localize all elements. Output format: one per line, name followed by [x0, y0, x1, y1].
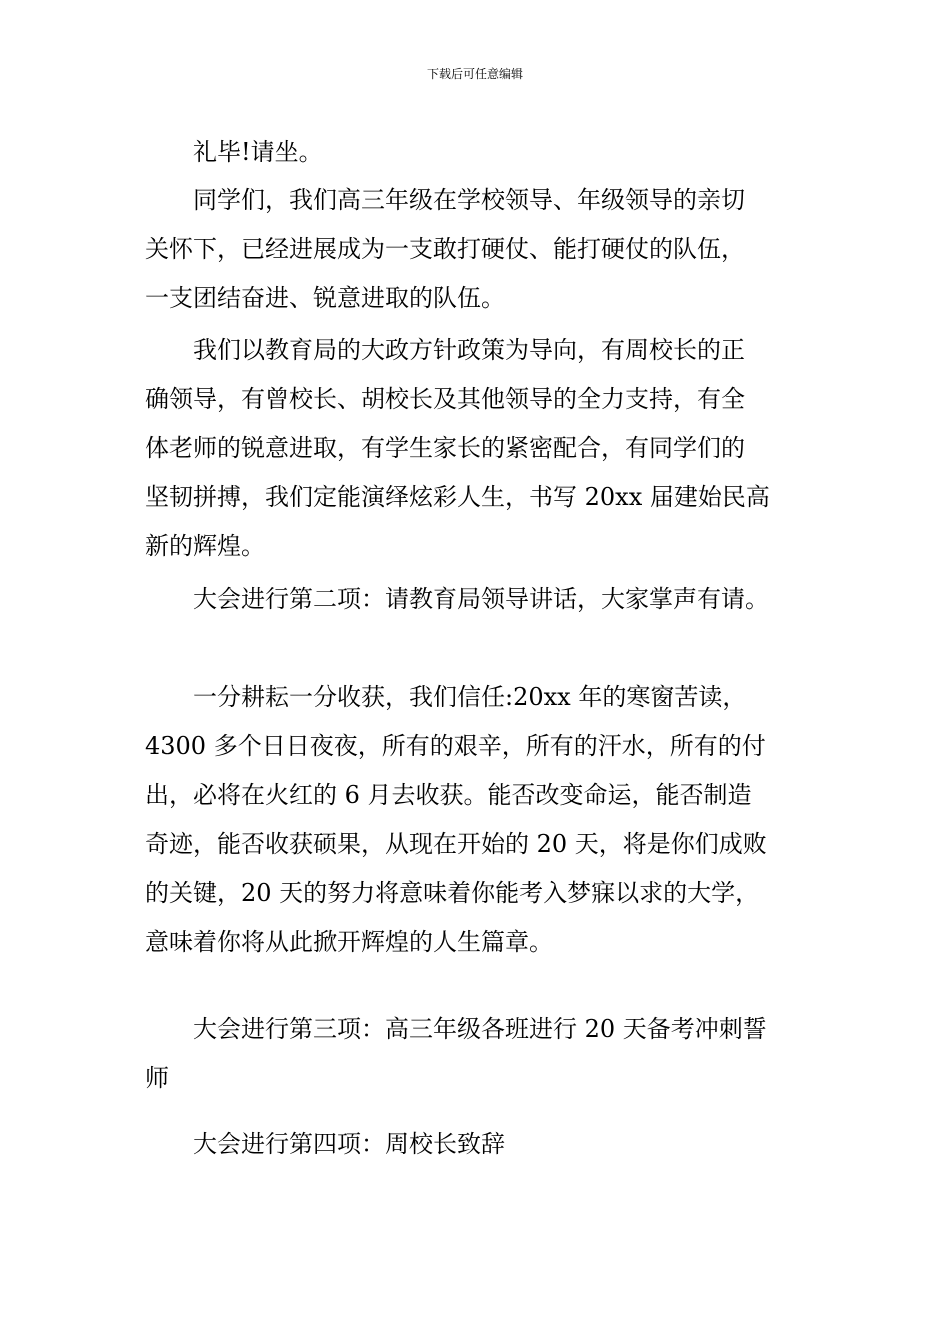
paragraph-item-four: [145, 1120, 825, 1169]
paragraph-line: 礼毕!请坐。: [145, 138, 323, 166]
paragraph-item-three: [145, 1005, 825, 1103]
paragraph-class-team: [145, 176, 825, 323]
paragraph-greeting: [145, 128, 825, 177]
paragraph-harvest: [145, 673, 825, 967]
paragraph-line: 一支团结奋进、锐意进取的队伍。: [145, 284, 505, 312]
paragraph-line: 奇迹，能否收获硕果，从现在开始的 20 天，将是你们成败: [145, 830, 767, 858]
paragraph-line: 关怀下，已经进展成为一支敢打硬仗、能打硬仗的队伍，: [145, 235, 745, 263]
paragraph-line: 师: [145, 1064, 169, 1092]
paragraph-line: 体老师的锐意进取，有学生家长的紧密配合，有同学们的: [145, 434, 745, 462]
paragraph-line: 的关键，20 天的努力将意味着你能考入梦寐以求的大学，: [145, 879, 760, 907]
paragraph-line: 确领导，有曾校长、胡校长及其他领导的全力支持，有全: [145, 385, 745, 413]
paragraph-line: 意味着你将从此掀开辉煌的人生篇章。: [145, 928, 553, 956]
paragraph-line: 大会进行第三项：高三年级各班进行 20 天备考冲刺誓: [145, 1015, 767, 1043]
page-header: 下载后可任意编辑: [426, 67, 523, 81]
paragraph-line: 出，必将在火红的 6 月去收获。能否改变命运，能否制造: [145, 781, 752, 809]
paragraph-line: 新的辉煌。: [145, 532, 265, 560]
paragraph-line: 同学们，我们高三年级在学校领导、年级领导的亲切: [145, 186, 745, 214]
paragraph-line: 大会进行第四项：周校长致辞: [145, 1130, 505, 1158]
paragraph-leadership: [145, 326, 825, 571]
paragraph-item-two: [145, 575, 825, 624]
paragraph-line: 一分耕耘一分收获，我们信任:20xx 年的寒窗苦读，: [145, 683, 747, 711]
paragraph-line: 坚韧拼搏，我们定能演绎炫彩人生，书写 20xx 届建始民高: [145, 483, 770, 511]
paragraph-line: 大会进行第二项：请教育局领导讲话，大家掌声有请。: [145, 585, 769, 613]
paragraph-line: 我们以教育局的大政方针政策为导向，有周校长的正: [145, 336, 745, 364]
paragraph-line: 4300 多个日日夜夜，所有的艰辛，所有的汗水，所有的付: [145, 732, 766, 760]
